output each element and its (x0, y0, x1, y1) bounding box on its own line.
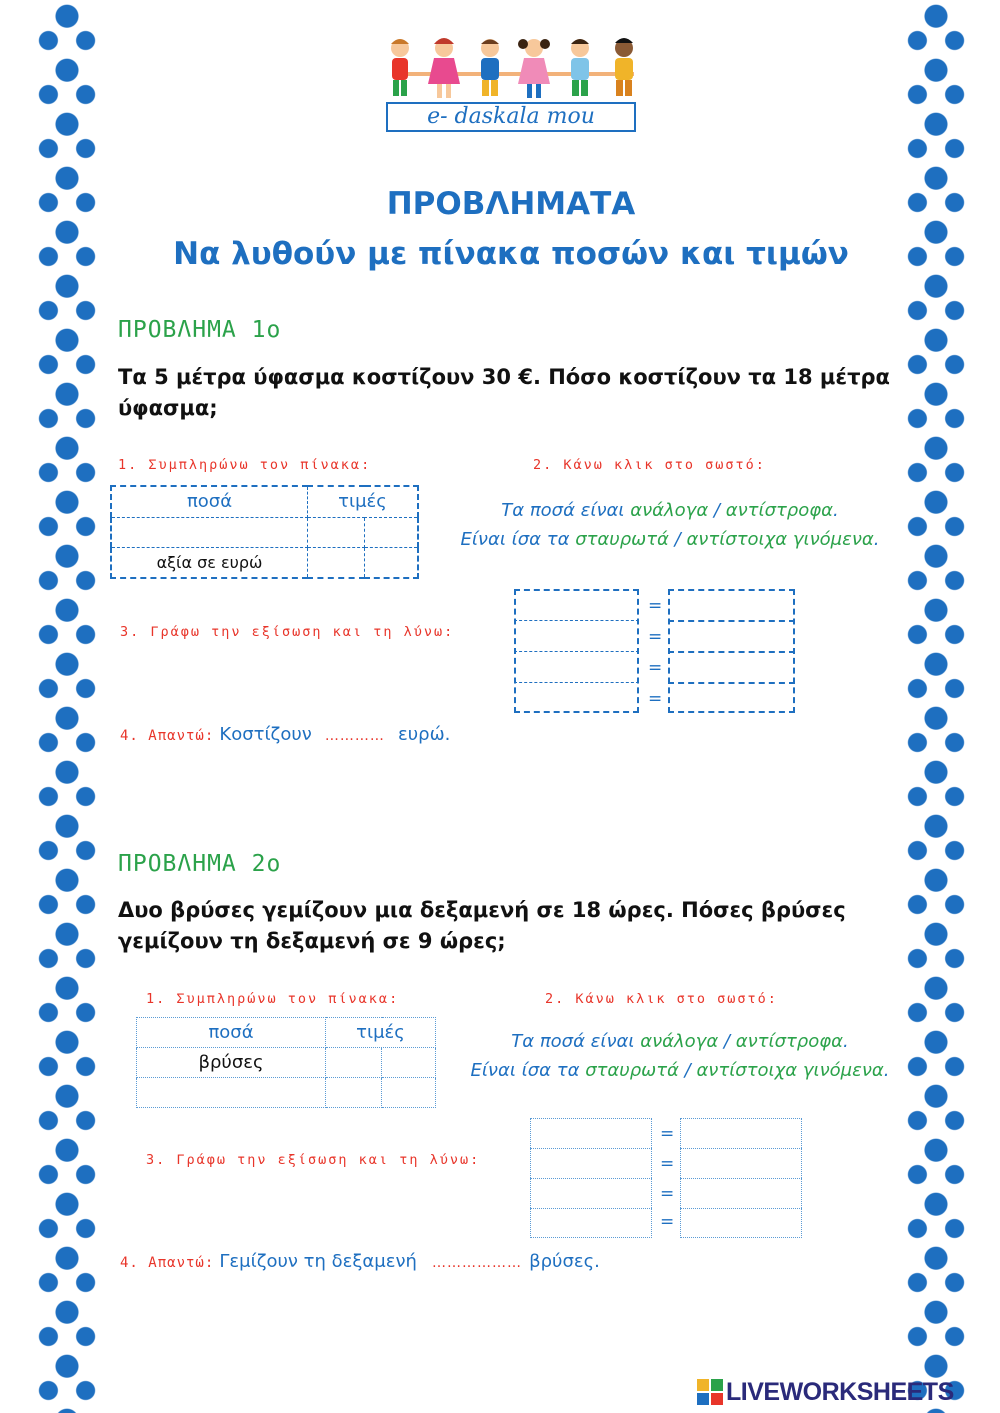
liveworksheets-logo-icon (697, 1379, 723, 1405)
problem1-heading: ΠΡΟΒΛΗΜΑ 1ο (118, 317, 282, 343)
problem2-quantities-table (136, 1017, 436, 1108)
problem1-cell-quantity1-label[interactable] (111, 517, 308, 547)
problem2-cell-value-b1[interactable] (382, 1048, 436, 1078)
choice-line-proportion: Τα ποσά είναι ανάλογα / αντίστροφα. (501, 500, 839, 521)
liveworksheets-wordmark: LIVEWORKSHEETS (726, 1377, 954, 1406)
choice-option-cross-products[interactable]: σταυρωτά (575, 529, 669, 550)
choice-option-corresponding-products[interactable]: αντίστοιχα γινόμενα (696, 1060, 884, 1081)
problem1-cell-value-a1[interactable] (308, 517, 365, 547)
problem2-cell-quantity2-label[interactable] (137, 1078, 326, 1108)
choice-line-products: Είναι ίσα τα σταυρωτά / αντίστοιχα γινόμενα. (460, 529, 880, 550)
problem1-text: Τα 5 μέτρα ύφασμα κοστίζουν 30 €. Πόσο κοστίζουν τα 18 μέτρα ύφασμα; (118, 365, 890, 420)
problem2-step1-label: 1. Συμπληρώνω τον πίνακα: (146, 991, 400, 1007)
choice-option-proportional[interactable]: ανάλογα (640, 1031, 719, 1052)
kid-figure (391, 39, 409, 96)
problem1-quantities-table (110, 485, 419, 579)
problem1-choice-group (430, 496, 910, 554)
problem2-step2-label: 2. Κάνω κλικ στο σωστό: (545, 991, 778, 1007)
liveworksheets-brand (697, 1377, 954, 1407)
problem2-answer: 4. Απαντώ: Γεμίζουν τη δεξαμενή ……………… βρύσες. (120, 1251, 600, 1272)
problem2-cell-value-a1[interactable] (326, 1048, 382, 1078)
problem1-step1-label: 1. Συμπληρώνω τον πίνακα: (118, 457, 372, 473)
equals-sign: = (660, 1184, 675, 1204)
problem2-answer-input[interactable]: ……………… (432, 1255, 523, 1271)
problem2-step3-label: 3. Γράφω την εξίσωση και τη λύνω: (146, 1152, 481, 1168)
problem1-step4-label: 4. Απαντώ: (120, 728, 215, 744)
page-title: ΠΡΟΒΛΗΜΑΤΑ (386, 186, 636, 222)
choice-option-proportional[interactable]: ανάλογα (630, 500, 709, 521)
table-header-quantities: ποσά (137, 1018, 326, 1048)
equals-sign: = (660, 1124, 675, 1144)
problem2-choice-group (445, 1027, 915, 1085)
choice-option-inverse[interactable]: αντίστροφα (735, 1031, 843, 1052)
problem1-cell-quantity2-label: αξία σε ευρώ (111, 547, 308, 578)
equals-sign: = (648, 658, 663, 678)
problem1-step2-label: 2. Κάνω κλικ στο σωστό: (533, 457, 766, 473)
problem2-cell-quantity1-label: βρύσες (137, 1048, 326, 1078)
problem1-answer-input[interactable]: ………… (324, 728, 385, 744)
equals-sign: = (660, 1212, 675, 1232)
equals-sign: = (660, 1154, 675, 1174)
page-subtitle: Να λυθούν με πίνακα ποσών και τιμών (173, 236, 849, 272)
equals-sign: = (648, 627, 663, 647)
problem2-cell-value-b2[interactable] (382, 1078, 436, 1108)
equals-sign: = (648, 689, 663, 709)
problem1-answer: 4. Απαντώ: Κοστίζουν ………… ευρώ. (120, 724, 451, 745)
choice-line-proportion: Τα ποσά είναι ανάλογα / αντίστροφα. (511, 1031, 849, 1052)
equals-sign: = (648, 596, 663, 616)
table-header-quantities: ποσά (111, 486, 308, 517)
problem1-step3-label: 3. Γράφω την εξίσωση και τη λύνω: (120, 624, 455, 640)
problem2-step4-label: 4. Απαντώ: (120, 1255, 215, 1271)
table-header-values: τιμές (326, 1018, 436, 1048)
problem1-cell-value-a2[interactable] (308, 547, 365, 578)
problem2-cell-value-a2[interactable] (326, 1078, 382, 1108)
choice-option-inverse[interactable]: αντίστροφα (725, 500, 833, 521)
logo-text: e- daskala mou (386, 102, 636, 132)
choice-option-corresponding-products[interactable]: αντίστοιχα γινόμενα (686, 529, 874, 550)
problem1-cell-value-b1[interactable] (365, 517, 419, 547)
table-header-values: τιμές (308, 486, 419, 517)
problem2-text: Δυο βρύσες γεμίζουν μια δεξαμενή σε 18 ώρες. Πόσες βρύσες γεμίζουν τη δεξαμενή σε 9 ώρες; (118, 898, 846, 953)
choice-line-products: Είναι ίσα τα σταυρωτά / αντίστοιχα γινόμενα. (470, 1060, 890, 1081)
choice-option-cross-products[interactable]: σταυρωτά (585, 1060, 679, 1081)
problem2-heading: ΠΡΟΒΛΗΜΑ 2ο (118, 851, 282, 877)
children-logo-illustration (382, 34, 644, 104)
problem1-cell-value-b2[interactable] (365, 547, 419, 578)
